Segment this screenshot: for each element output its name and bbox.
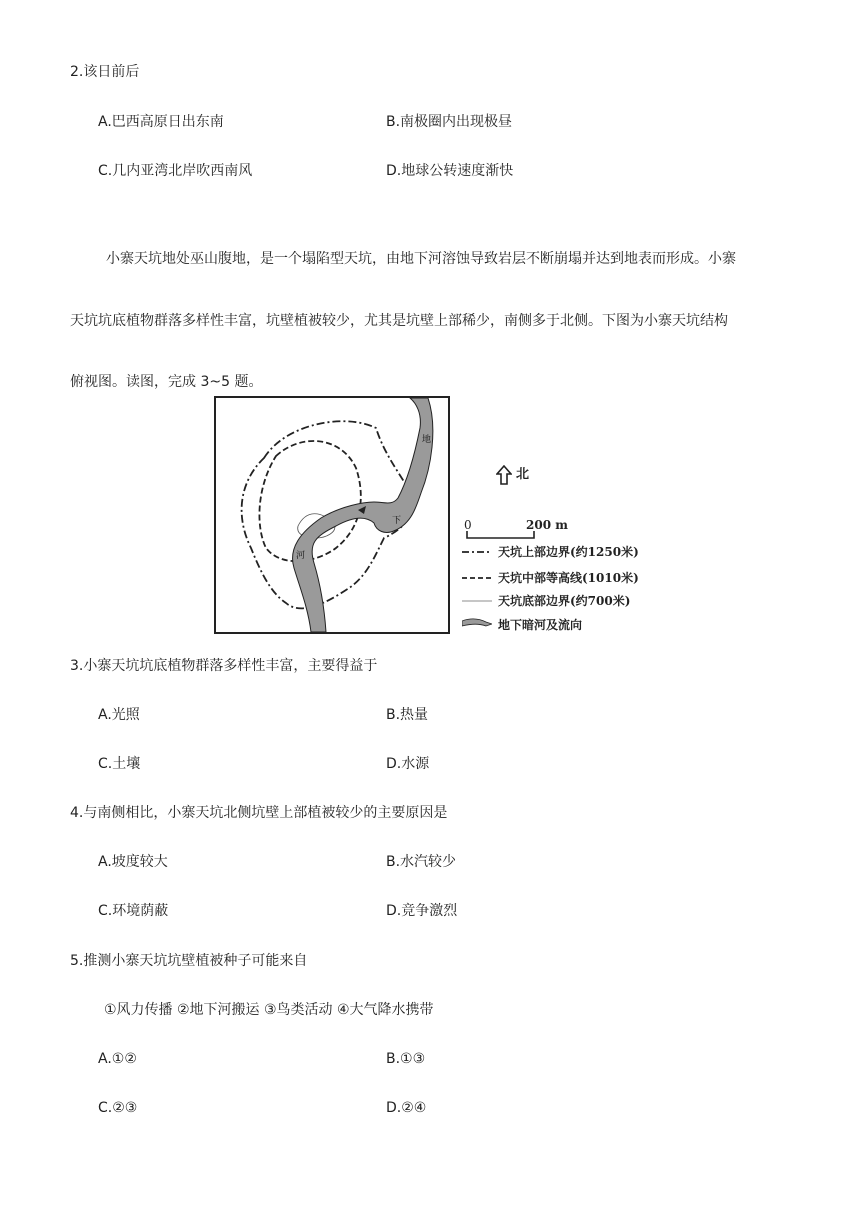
river-char-2: 下 (392, 516, 402, 526)
legend-swatch-upper (462, 548, 492, 556)
q5-option-a[interactable]: A.①② (98, 1051, 137, 1067)
scale-label: 200 m (526, 518, 568, 532)
legend-bottom-boundary: 天坑底部边界(约700米) (498, 594, 631, 608)
north-label: 北 (516, 467, 530, 482)
q2-option-a[interactable]: A.巴西高原日出东南 (98, 114, 224, 130)
q2-option-d[interactable]: D.地球公转速度渐快 (386, 163, 514, 179)
underground-river (293, 398, 433, 632)
legend-middle-contour: 天坑中部等高线(1010米) (498, 571, 639, 585)
legend-river: 地下暗河及流向 (498, 618, 583, 632)
river-char-3: 河 (296, 551, 306, 561)
legend-upper-boundary: 天坑上部边界(约1250米) (498, 545, 639, 559)
q4-option-c[interactable]: C.环境荫蔽 (98, 903, 169, 919)
river-char-1: 地 (422, 435, 432, 445)
legend-swatch-bottom (462, 597, 492, 605)
passage-line-3: 俯视图。读图，完成 3~5 题。 (70, 374, 263, 390)
q4-option-b[interactable]: B.水汽较少 (386, 854, 457, 870)
q4-stem: 4.与南侧相比，小寨天坑北侧坑壁上部植被较少的主要原因是 (70, 805, 448, 821)
q4-option-a[interactable]: A.坡度较大 (98, 854, 168, 870)
q3-option-c[interactable]: C.土壤 (98, 756, 141, 772)
legend-swatch-middle (462, 574, 492, 582)
tiankeng-map (214, 396, 450, 634)
q5-choices-line: ①风力传播 ②地下河搬运 ③鸟类活动 ④大气降水携带 (104, 1002, 434, 1018)
scale-zero: 0 (464, 518, 472, 532)
q3-option-d[interactable]: D.水源 (386, 756, 430, 772)
q2-option-b[interactable]: B.南极圈内出现极昼 (386, 114, 513, 130)
legend-swatch-river (462, 618, 492, 628)
passage-line-2: 天坑坑底植物群落多样性丰富，坑壁植被较少，尤其是坑壁上部稀少，南侧多于北侧。下图为小寨天坑结构 (70, 313, 728, 329)
q3-option-b[interactable]: B.热量 (386, 707, 429, 723)
legend (462, 455, 662, 635)
passage-line-1: 小寨天坑地处巫山腹地，是一个塌陷型天坑，由地下河溶蚀导致岩层不断崩塌并达到地表而形成。小寨 (106, 251, 736, 267)
q5-option-d[interactable]: D.②④ (386, 1100, 427, 1116)
q5-stem: 5.推测小寨天坑坑壁植被种子可能来自 (70, 953, 308, 969)
q5-option-c[interactable]: C.②③ (98, 1100, 138, 1116)
tiankeng-map-svg (216, 398, 448, 632)
q3-stem: 3.小寨天坑坑底植物群落多样性丰富，主要得益于 (70, 658, 378, 674)
q2-stem: 2.该日前后 (70, 64, 140, 80)
q2-option-c[interactable]: C.几内亚湾北岸吹西南风 (98, 163, 253, 179)
q5-option-b[interactable]: B.①③ (386, 1051, 426, 1067)
q3-option-a[interactable]: A.光照 (98, 707, 140, 723)
q4-option-d[interactable]: D.竞争激烈 (386, 903, 458, 919)
